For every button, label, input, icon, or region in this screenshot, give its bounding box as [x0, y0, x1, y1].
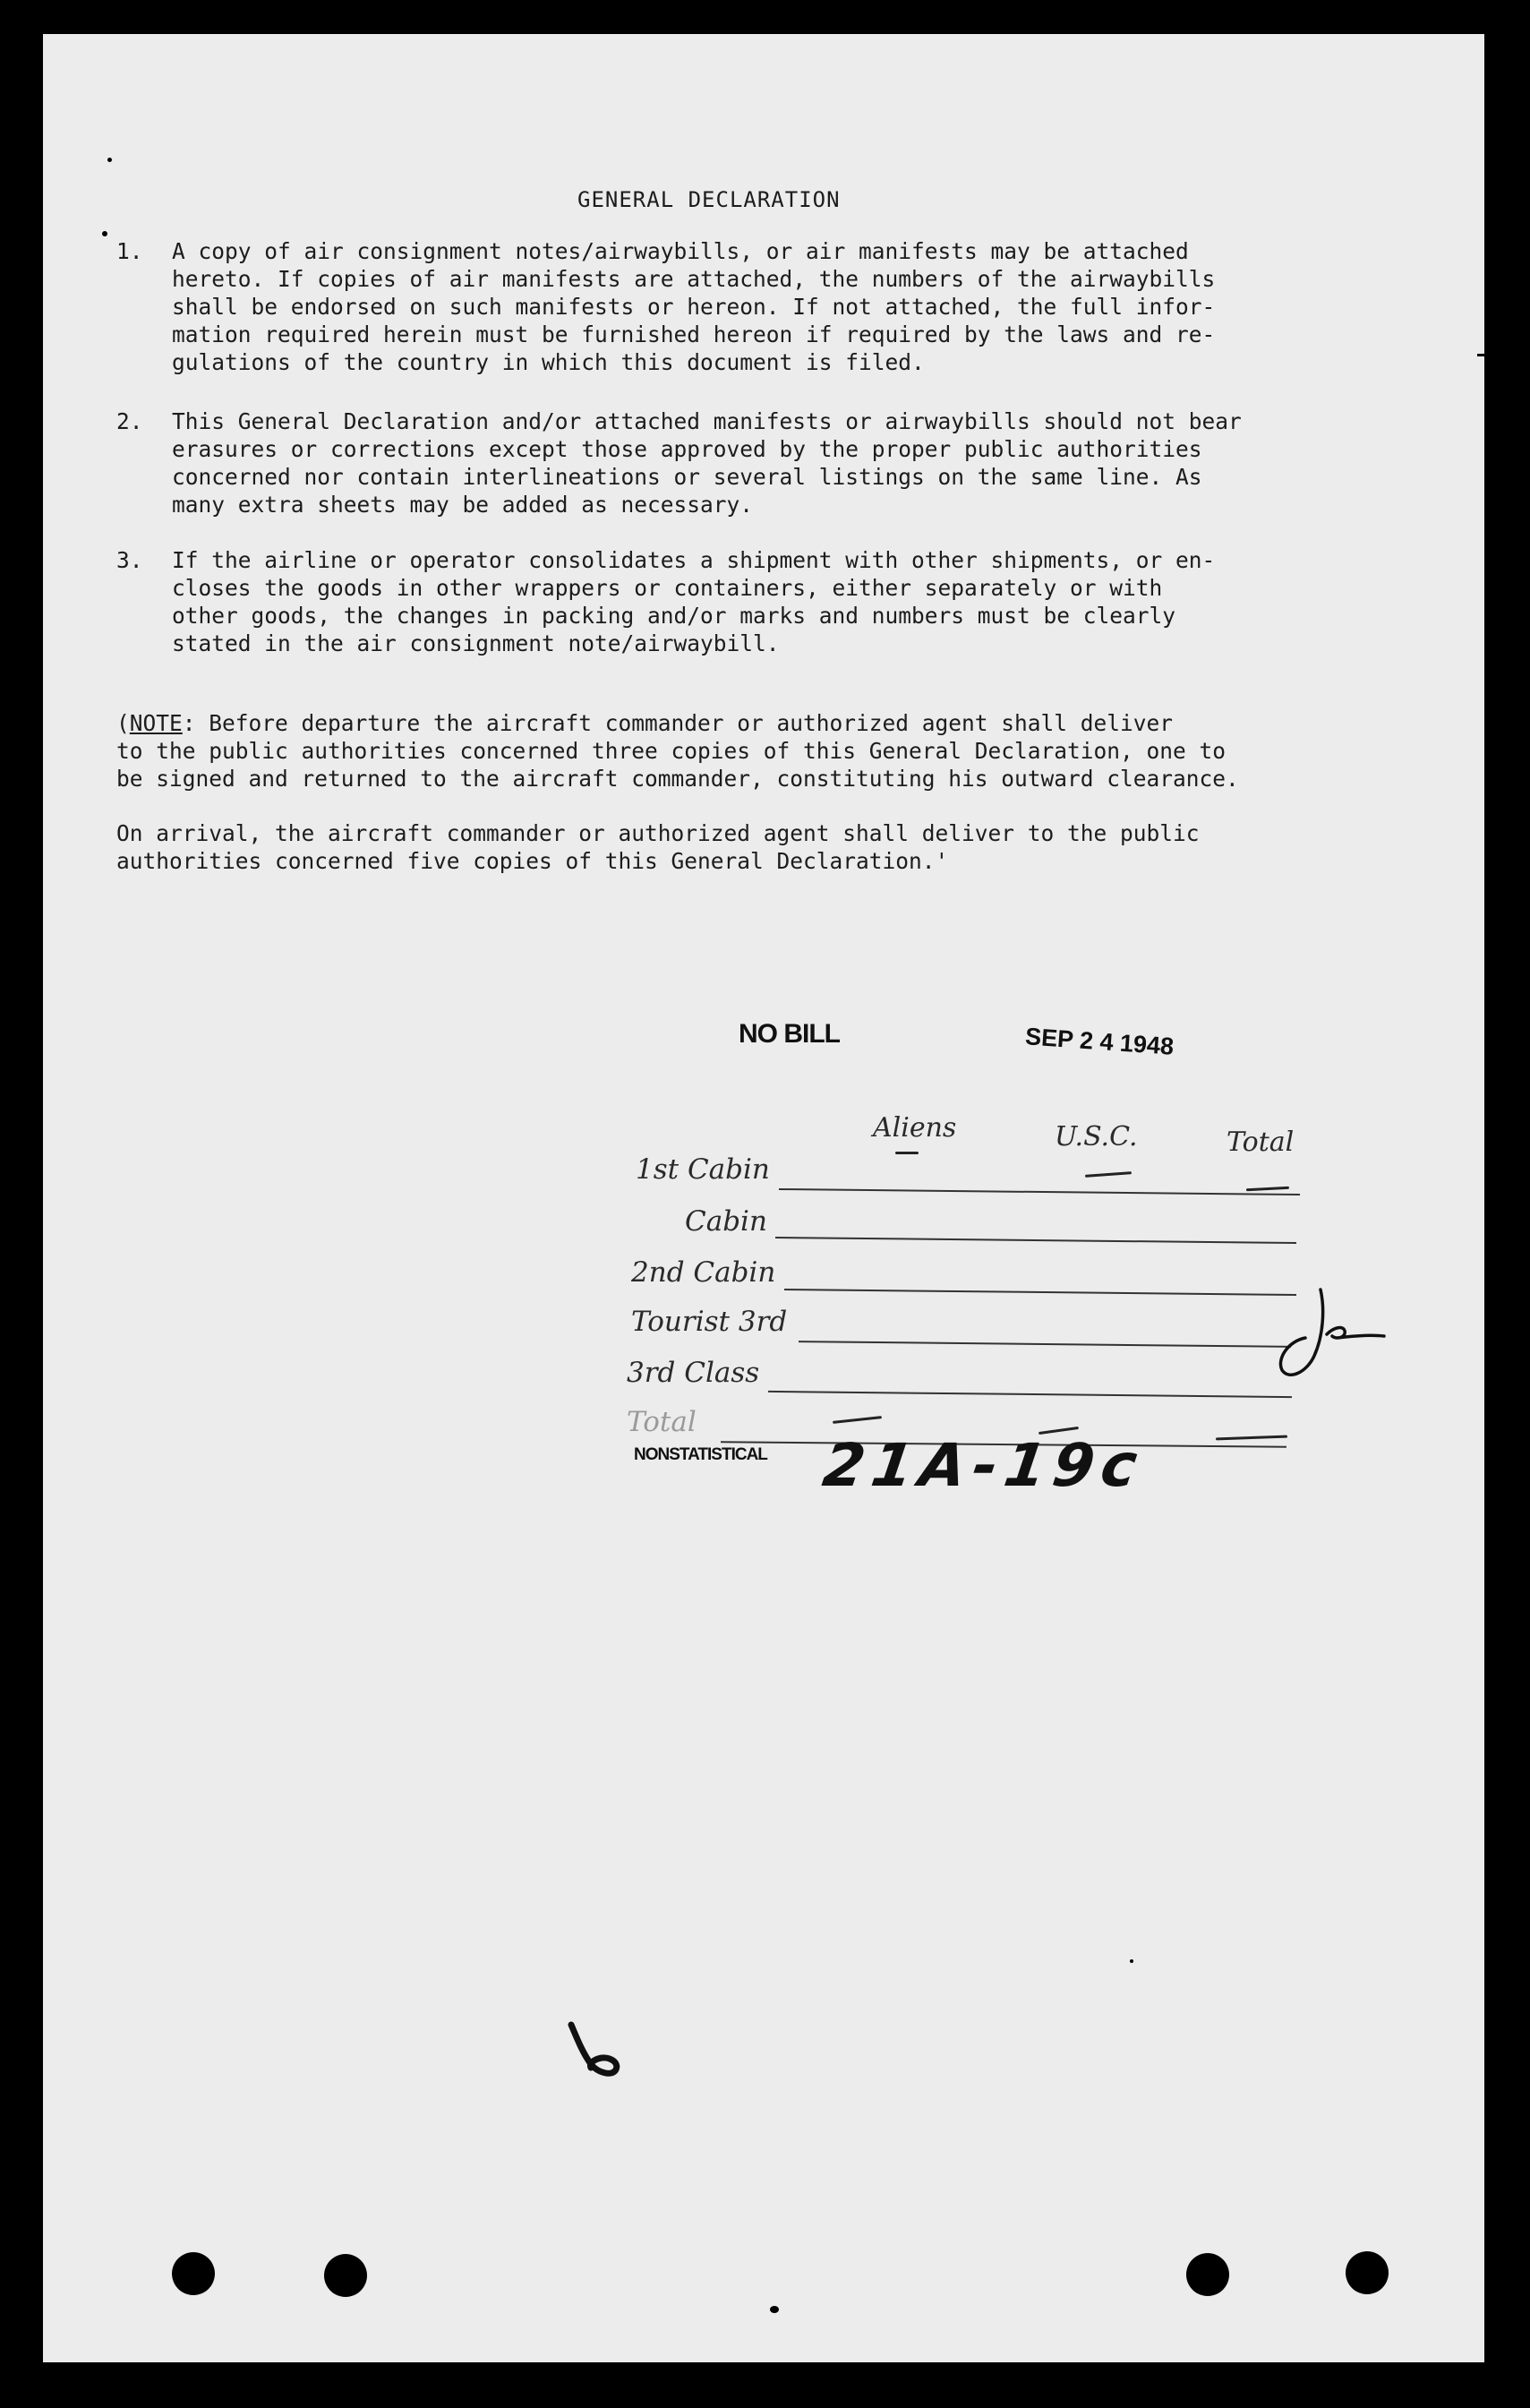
column-aliens: Aliens [873, 1112, 957, 1144]
handwritten-code: 21A-19c [818, 1431, 1149, 1500]
clause-number: 2. [116, 408, 143, 434]
tally-mark [895, 1152, 919, 1154]
clause-2 [116, 407, 1352, 518]
row-third-class: 3rd Class [627, 1357, 760, 1389]
speck [102, 231, 107, 236]
row-first-cabin: 1st Cabin [636, 1153, 770, 1186]
note-open-paren: ( [116, 710, 130, 736]
clause-number: 1. [116, 238, 143, 264]
nonstatistical-stamp: NONSTATISTICAL [634, 1445, 767, 1464]
column-usc: U.S.C. [1055, 1121, 1138, 1153]
handwritten-page-mark [564, 2019, 627, 2082]
speck [107, 158, 112, 162]
document-title: GENERAL DECLARATION [577, 187, 841, 212]
punch-hole [324, 2254, 367, 2297]
row-total: Total [627, 1406, 697, 1438]
row-tourist-third: Tourist 3rd [631, 1306, 788, 1338]
note-paragraph [116, 709, 1309, 793]
initials-signature [1271, 1282, 1388, 1399]
punch-hole [1186, 2253, 1229, 2296]
document-page [43, 34, 1484, 2362]
date-stamp: SEP 2 4 1948 [1024, 1023, 1175, 1060]
clause-text: A copy of air consignment notes/airwaybills, or air manifests may be attached hereto. If copies of air manifests are attached, the numbers of the airwaybills shall be endorsed on such manifests or hereon. If not attached, the full infor- mation required herein must be furnished hereon if required by the laws and re- gulations of the country in which this document is filed. [172, 238, 1216, 375]
no-bill-stamp: NO BILL [739, 1019, 840, 1049]
row-second-cabin: 2nd Cabin [631, 1256, 776, 1289]
arrival-paragraph: On arrival, the aircraft commander or authorized agent shall deliver to the public authorities concerned five copies of this General Declaration.' [116, 820, 1200, 874]
clause-text: If the airline or operator consolidates a shipment with other shipments, or en- closes the goods in other wrappers or containers, either separately or with other goods, the changes in packing and/or marks and numbers must be clearly stated in the air consignment note/airwaybill. [172, 547, 1216, 656]
row-cabin: Cabin [685, 1205, 767, 1238]
speck [1130, 1959, 1133, 1963]
clause-1 [116, 237, 1352, 376]
note-label: NOTE [129, 710, 183, 736]
punch-hole [172, 2252, 215, 2295]
punch-hole [1346, 2251, 1389, 2294]
speck [770, 2306, 779, 2313]
column-total: Total [1227, 1127, 1295, 1158]
clause-3 [116, 546, 1352, 657]
speck [1477, 354, 1488, 356]
note-text: : Before departure the aircraft commander or authorized agent shall deliver to the public authorities concerned three copies of this General Declaration, one to be signed and returned to the aircraft commander, constituting his outward clearance. [116, 710, 1239, 792]
clause-text: This General Declaration and/or attached manifests or airwaybills should not bear erasures or corrections except those approved by the proper public authorities concerned nor contain interlineations or several listings on the same line. As many extra sheets may be added as necessary. [172, 408, 1242, 518]
clause-number: 3. [116, 547, 143, 573]
